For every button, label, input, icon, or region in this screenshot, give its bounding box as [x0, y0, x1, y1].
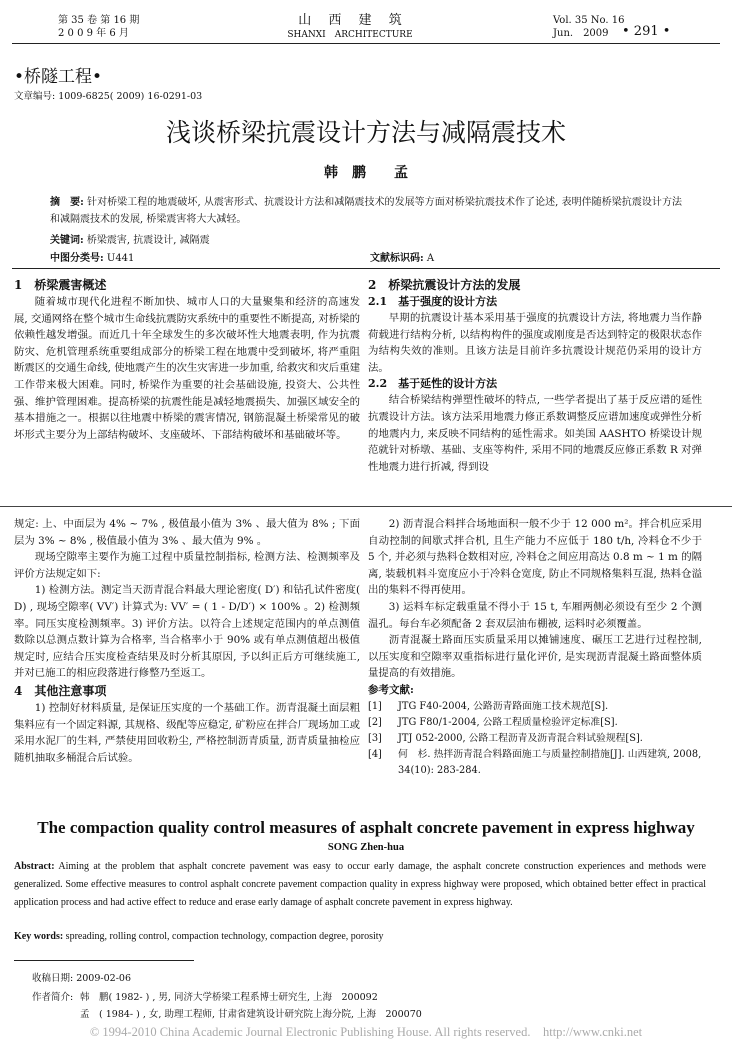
- section-2-heading: 2 桥梁抗震设计方法的发展: [368, 278, 521, 292]
- transport-paragraph: 3) 运料车标定载重量不得小于 15 t, 车厢两侧必须设有至少 2 个测温孔。每台车必须配备 2 套双层油布棚被, 运料时必须覆盖。: [368, 600, 702, 630]
- author-info-label: 作者简介:: [32, 992, 74, 1003]
- doc-code-value: A: [426, 253, 435, 264]
- english-abstract-label: Abstract:: [14, 861, 55, 872]
- header-rule: [12, 43, 720, 44]
- abstract-cn: [50, 194, 682, 228]
- porosity-method-paragraph: 1) 检测方法。测定当天沥青混合料最大理论密度( D′) 和钻孔试件密度( D) , 现场空隙率( VV′) 计算式为: VV′ = ( 1 - D/D′) × 100% 。2) 检测频率。同压实度检测频率。3) 评价方法。以符合上述规定范围内的单点测值数除以总测点数计算为合格率, 当合格率小于 90% 或有单点测值超出极值规定时, 应结合压实度检查结果及时分析其原因, 予以纠正后方可继续施工, 并对已施工的相应段落进行修整乃至返工。: [14, 584, 360, 680]
- abstract-rule: [12, 268, 720, 269]
- reference-item: [4] 何 杉. 热拌沥青混合料路面施工与质量控制措施[J]. 山西建筑, 2008, 34(10): 283-284.: [368, 748, 702, 776]
- section-label: •桥隧工程•: [14, 67, 103, 87]
- mixing-plant-paragraph: 2) 沥青混合料拌合场地面积一般不少于 12 000 m²。拌合机应采用自动控制的间歇式拌合机, 且生产能力不应低于 180 t/h, 冷料仓不少于 5 个, 并必须与热料仓数相对应, 冷料仓之间应用高达 0.8 m ~ 1 m 的隔离, 装载机料斗宽度应小于冷料仓宽度, 防止不同规格集料互混, 热料仓溢出的集料不得再使用。: [368, 518, 702, 597]
- english-abstract: [14, 858, 706, 912]
- english-keywords: [14, 931, 706, 942]
- abstract-label: 摘 要:: [50, 197, 84, 208]
- section-1-paragraph: 随着城市现代化进程不断加快、城市人口的大量聚集和经济的高速发展, 交通网络在整个城市生命线抗震防灾系统中的重要性不断提高, 对桥梁的依赖性越发增强。而近几十年全球发生的多次破坏性大地震表明, 作为抗震防灾、危机管理系统重要组成部分的桥梁工程在地震中受到破坏, 将严重阻断震区的交通生命线, 使地震产生的次生灾害进一步加重, 给救灾和灾后重建工作带来极大困难。同时, 桥梁作为重要的社会基础设施, 投资大、公共性强、维护管理困难。提高桥梁的抗震性能是减轻地震损失、加强区域安全的基本措施之一。根据以往地震中桥梁的震害情况, 钢筋混凝土桥梁常见的破坏形式主要分为上部结构破坏、支座破坏、下部结构破坏和基础破坏等。: [14, 296, 360, 441]
- section-2-2-heading: 2.2 基于延性的设计方法: [368, 377, 498, 391]
- section-2-2-paragraph: 结合桥梁结构弹塑性破坏的特点, 一些学者提出了基于反应谱的延性抗震设计方法。该方法采用地震力修正系数调整反应谱加速度或弹性分析的地震内力, 来反映不同结构的延性需求。如美国 AASHTO 桥梁设计规范就针对桥墩、基础、支座等构件, 采用不同的地震反应修正系数 R 对弹性地震力进行折减, 得到设: [368, 394, 702, 473]
- author-info-2: 孟 ( 1984- ) , 女, 助理工程师, 甘肃省建筑设计研究院上海分院, 上海 200070: [80, 1009, 422, 1020]
- received-date: 收稿日期: 2009-02-06: [32, 973, 131, 984]
- reference-item: [2] JTG F80/1-2004, 公路工程质量检验评定标准[S].: [368, 716, 618, 728]
- english-abstract-text: Aiming at the problem that asphalt concrete pavement was easy to occur early damage, the asphalt concrete construction experiences and methods were generalized. Some effective measures to control asphalt concrete pavement compaction quality in express highway were proposed, which obtained better effect in practical application process and had active effect to reduce and erase early damage of asphalt concrete pavement in express highway.: [14, 861, 706, 908]
- volume-en: Vol. 35 No. 16: [553, 15, 625, 26]
- section-1-heading: 1 桥梁震害概述: [14, 278, 107, 292]
- cnki-watermark: © 1994-2010 China Academic Journal Electronic Publishing House. All rights reserved. http://www.cnki.net: [89, 1025, 643, 1039]
- clc-label: 中图分类号:: [50, 253, 104, 264]
- journal-title-en: SHANXI ARCHITECTURE: [287, 30, 413, 40]
- section-2-1-heading: 2.1 基于强度的设计方法: [368, 295, 498, 308]
- footnote-rule: [14, 960, 194, 961]
- document-code: [370, 249, 434, 264]
- section-2-1-paragraph: 早期的抗震设计基本采用基于强度的抗震设计方法, 将地震力当作静荷载进行结构分析, 以结构构件的强度或刚度是否达到特定的极限状态作为结构失效的准则。且该方法是目前许多抗震设计规范仍采用的设计方法。: [368, 312, 702, 374]
- lower-right-column: [368, 516, 702, 779]
- date-en: Jun. 2009: [553, 28, 609, 39]
- english-title: The compaction quality control measures of asphalt concrete pavement in express highway: [37, 818, 695, 837]
- compaction-spec-paragraph: 规定: 上、中面层为 4% ~ 7% , 极值最小值为 3% 、最大值为 8% ; 下面层为 3% ~ 8% , 极值最小值为 3% 、最大值为 9% 。: [14, 518, 360, 547]
- abstract-text: 针对桥梁工程的地震破坏, 从震害形式、抗震设计方法和减隔震技术的发展等方面对桥梁抗震技术作了论述, 表明伴随桥梁抗震设计方法和减隔震技术的发展, 桥梁震害将大大减轻。: [50, 197, 682, 225]
- page-number: • 291 •: [622, 24, 671, 39]
- references-list: [368, 699, 702, 779]
- keywords-text: 桥梁震害, 抗震设计, 减隔震: [86, 235, 210, 246]
- author-names: 韩 鹏 孟: [324, 165, 408, 181]
- english-keywords-text: spreading, rolling control, compaction technology, compaction degree, porosity: [65, 931, 384, 942]
- reference-item: [3] JTJ 052-2000, 公路工程沥青及沥青混合料试验规程[S].: [368, 732, 643, 744]
- porosity-intro-paragraph: 现场空隙率主要作为施工过程中质量控制指标, 检测方法、检测频率及评价方法规定如下:: [14, 551, 360, 580]
- keywords-cn: [50, 231, 210, 246]
- article-title: 浅谈桥梁抗震设计方法与减隔震技术: [165, 118, 566, 147]
- english-author: SONG Zhen-hua: [327, 842, 405, 853]
- conclusion-paragraph: 沥青混凝土路面压实质量采用以摊铺速度、碾压工艺进行过程控制, 以压实度和空隙率双重指标进行量化评价, 是实现沥青混凝土路面整体质量提高的有效措施。: [368, 634, 702, 680]
- keywords-label: 关键词:: [50, 235, 84, 246]
- author-info-1: 韩 鹏( 1982- ) , 男, 同济大学桥梁工程系博士研究生, 上海 200092: [80, 992, 378, 1003]
- section-4-paragraph: 1) 控制好材料质量, 是保证压实度的一个基础工作。沥青混凝土面层粗集料应有一个固定料源, 其规格、级配等应稳定, 矿粉应在拌合厂现场加工或采用水泥厂的生料, 严禁使用回收粉尘, 严格控制沥青质量, 沥青质量抽检应随机抽取多桶混合后试验。: [14, 701, 360, 764]
- reference-item: [1] JTG F40-2004, 公路沥青路面施工技术规范[S].: [368, 700, 609, 712]
- lower-left-column: [14, 516, 360, 766]
- references-heading: 参考文献:: [368, 683, 414, 696]
- clc-number: [50, 249, 134, 264]
- page-join-rule: [0, 506, 732, 507]
- volume-cn: 第 35 卷 第 16 期: [58, 15, 140, 26]
- doc-code-label: 文献标识码:: [370, 253, 424, 264]
- section-4-heading: 4 其他注意事项: [14, 683, 107, 698]
- clc-value: U441: [106, 253, 135, 264]
- article-id: 文章编号: 1009-6825( 2009) 16-0291-03: [14, 91, 203, 102]
- upper-left-column: [14, 276, 360, 443]
- date-cn: 2 0 0 9 年 6 月: [58, 28, 129, 39]
- english-keywords-label: Key words:: [14, 931, 64, 942]
- upper-right-column: [368, 276, 702, 475]
- journal-title-cn: 山 西 建 筑: [298, 13, 402, 28]
